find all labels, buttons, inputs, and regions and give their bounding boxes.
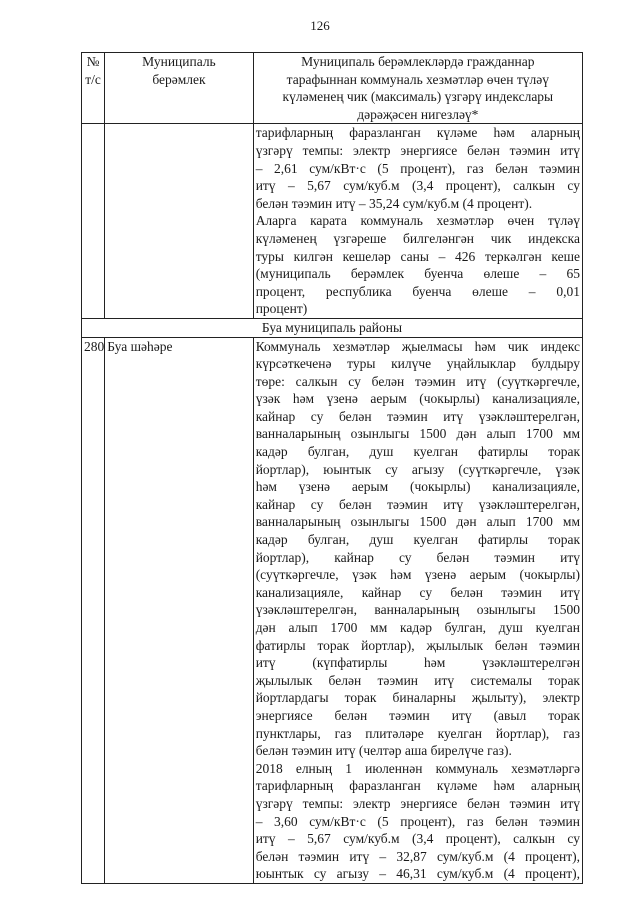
- text-line: кайнар су белән тәэмин итү үзәкләштерелгән,: [255, 496, 580, 512]
- continuation-municipality-cell: [105, 124, 253, 319]
- text-line: кайнар су белән тәэмин итү үзәкләштерелгән,: [255, 408, 580, 424]
- text-line: кадәр булган, душ куелган фатирлы торак: [255, 444, 580, 460]
- continuation-row: [82, 124, 583, 319]
- text-line: итү – 5,67 сум/куб.м (3,4 процент), салкын су: [255, 831, 580, 847]
- text-line: тарифларның фаразланган күләме һәм аларның: [255, 778, 580, 794]
- header-basis: Муниципаль берәмлекләрдә гражданнар тарафыннан коммуналь хезмәтләр өчен түләү күләменең чик (максималь) үзгәрү индекслары дәрәҗәсен нигезләү*: [253, 53, 582, 124]
- text-line: йортлар), юынтык су агызу (суүткәргечле, үзәк: [255, 461, 580, 477]
- text-line: энергиясе белән тәэмин итү (авыл торак: [255, 707, 580, 723]
- text-line: үзгәрү темпы: электр энергиясе белән тәэмин итү: [255, 142, 580, 158]
- text-line: (муниципаль берәмлек буенча өлеше – 65: [255, 266, 580, 282]
- page-number: 126: [310, 18, 330, 33]
- text-line: кадәр булган, душ куелган фатирлы торак: [255, 532, 580, 548]
- text-line: күләменең үзгәреше билгеләнгән чик индекска: [255, 230, 580, 246]
- text-line: күрсәткеченә туры килүче уңайлыклар булдыру: [255, 356, 580, 372]
- text-line: итү (күпфатирлы һәм үзәкләштерелгән: [255, 655, 580, 671]
- text-line: үзәк һәм үзенә аерым (чокырлы) канализацияле,: [255, 391, 580, 407]
- text-line: белән тәэмин итү (челтәр аша бирелүче газ).: [255, 743, 512, 759]
- text-line: тарифларның фаразланган күләме һәм аларның: [255, 125, 580, 141]
- text-line: белән тәэмин итү – 32,87 сум/куб.м (4 процент),: [255, 848, 580, 864]
- text-line: пунктлары, газ плитәләре куелган йортлар), газ: [255, 725, 580, 741]
- text-line: йортлар), кайнар су белән тәэмин итү: [255, 549, 580, 565]
- row-municipality: Буа шәһәре: [105, 337, 253, 883]
- continuation-number-cell: [82, 124, 105, 319]
- table-header-row: [82, 53, 583, 124]
- text-line: белән тәэмин итү – 35,24 сум/куб.м (4 процент).: [255, 195, 533, 211]
- text-line: юынтык су агызу – 46,31 сум/куб.м (4 процент),: [255, 866, 580, 882]
- text-line: процент, республика буенча өлеше – 0,01: [255, 283, 580, 299]
- continuation-text: [253, 124, 582, 319]
- text-line: үзгәрү темпы: электр энергиясе белән тәэмин итү: [255, 795, 580, 811]
- text-line: – 2,61 сум/кВт·с (5 процент), газ белән тәэмин: [255, 160, 580, 176]
- text-line: ванналарының озынлыгы 1500 дән алып 1700 мм: [255, 514, 580, 530]
- row-basis-text: [253, 337, 582, 883]
- row-number: 280: [82, 337, 105, 883]
- region-row: [82, 318, 583, 337]
- text-line: ванналарының озынлыгы 1500 дән алып 1700 мм: [255, 426, 580, 442]
- text-line: итү – 5,67 сум/куб.м (3,4 процент), салкын су: [255, 178, 580, 194]
- text-line: (суүткәргечле, үзәк һәм үзенә аерым (чокырлы): [255, 567, 580, 583]
- text-line: төре: салкын су белән тәэмин итү (суүткәргечле,: [255, 373, 580, 389]
- text-line: – 3,60 сум/кВт·с (5 процент), газ белән тәэмин: [255, 813, 580, 829]
- text-line: 2018 елның 1 июленнән коммуналь хезмәтләргә: [255, 760, 580, 776]
- text-line: фатирлы торак йортлар), җылылык белән тәэмин: [255, 637, 580, 653]
- text-line: процент): [255, 301, 308, 317]
- text-line: үзәкләштерелгән, ванналарының озынлыгы 1500: [255, 602, 580, 618]
- tariff-table: [81, 52, 583, 884]
- region-title: Буа муниципаль районы: [82, 318, 583, 337]
- text-line: йортлардагы торак биналарны җылыту), электр: [255, 690, 580, 706]
- text-line: канализацияле, кайнар су белән тәэмин итү: [255, 584, 580, 600]
- text-line: һәм үзенә аерым (чокырлы) канализацияле,: [255, 479, 580, 495]
- table-row: [82, 337, 583, 883]
- text-line: дән алып 1700 мм кадәр булган, душ куелган: [255, 620, 580, 635]
- text-line: Аларга карата коммуналь хезмәтләр өчен түләү: [255, 213, 580, 229]
- text-line: җылылык белән тәэмин итү системалы торак: [255, 672, 580, 688]
- header-municipality: Муниципаль берәмлек: [105, 53, 253, 124]
- header-number: № т/с: [82, 53, 105, 124]
- text-line: Коммуналь хезмәтләр җыелмасы һәм чик индекс: [255, 338, 580, 354]
- text-line: туры килгән кешеләр саны – 426 теркәлгән кеше: [255, 248, 580, 264]
